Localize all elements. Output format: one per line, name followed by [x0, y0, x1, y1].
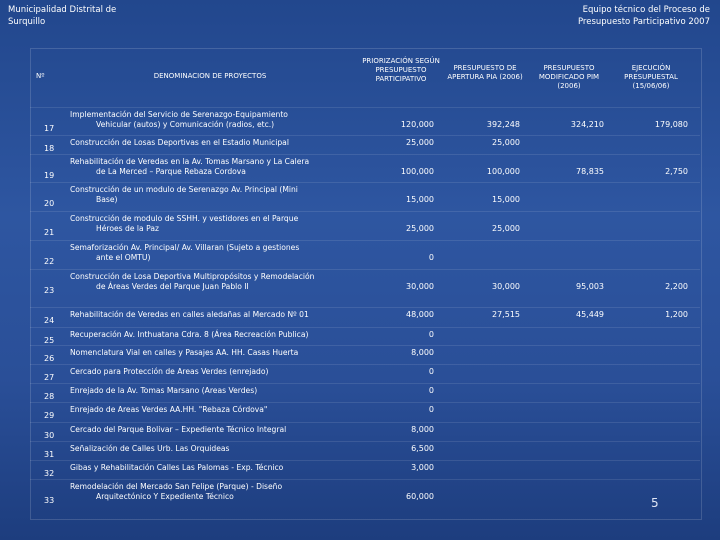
project-name-line2: de Áreas Verdes del Parque Juan Pablo II [96, 282, 249, 291]
row-number: 19 [44, 171, 55, 180]
header-right-line1: Equipo técnico del Proceso de [582, 5, 710, 15]
priorizacion-value: 0 [428, 405, 434, 414]
project-name [70, 157, 352, 177]
priorizacion-value: 120,000 [400, 120, 434, 129]
col-header-priorizacion: PRIORIZACIÓN SEGÚN PRESUPUESTO PARTICIPATIVO [362, 57, 440, 83]
project-name-line1: Recuperación Av. Inthuatana Cdra. 8 (Área Recreación Publica) [70, 330, 309, 339]
project-name-line1: Rehabilitación de Veredas en la Av. Tomas Marsano y La Calera [70, 157, 310, 166]
row-number: 22 [44, 257, 55, 266]
row-number: 25 [44, 336, 55, 345]
project-name [70, 138, 352, 148]
priorizacion-value: 0 [428, 330, 434, 339]
project-name-line1: Gibas y Rehabilitación Calles Las Palomas - Exp. Técnico [70, 463, 284, 472]
row-divider [30, 383, 700, 384]
apertura-value: 100,000 [486, 167, 520, 176]
apertura-value: 15,000 [492, 195, 520, 204]
project-name-line1: Construcción de Losas Deportivas en el Estadio Municipal [70, 138, 289, 147]
header-right [550, 4, 710, 28]
project-name-line1: Rehabilitación de Veredas en calles aledañas al Mercado Nº 01 [70, 310, 309, 319]
row-divider [30, 364, 700, 365]
row-divider [30, 402, 700, 403]
project-name-line2: Héroes de la Paz [96, 224, 159, 233]
row-number: 29 [44, 411, 55, 420]
project-name [70, 444, 352, 454]
priorizacion-value: 8,000 [411, 348, 434, 357]
header-right-line2: Presupuesto Participativo 2007 [577, 17, 710, 27]
row-number: 24 [44, 316, 55, 325]
project-name [70, 463, 352, 473]
apertura-value: 25,000 [492, 224, 520, 233]
header-left-line1: Municipalidad Distrital de [8, 5, 117, 15]
project-name-line1: Enrejado de Areas Verdes AA.HH. "Rebaza Córdova" [70, 405, 268, 414]
priorizacion-value: 100,000 [400, 167, 434, 176]
row-divider [30, 422, 700, 423]
project-name-line2: Arquitectónico Y Expediente Técnico [96, 492, 234, 501]
row-number: 17 [44, 124, 55, 133]
priorizacion-value: 0 [428, 253, 434, 262]
apertura-value: 25,000 [492, 138, 520, 147]
ejecucion-value: 179,080 [654, 120, 688, 129]
project-name [70, 386, 352, 396]
project-name-line1: Construcción de Losa Deportiva Multipropósitos y Remodelación [70, 272, 315, 281]
row-number: 28 [44, 392, 55, 401]
row-divider [30, 211, 700, 212]
modificado-value: 78,835 [576, 167, 604, 176]
priorizacion-value: 8,000 [411, 425, 434, 434]
row-number: 32 [44, 469, 55, 478]
col-header-project: DENOMINACION DE PROYECTOS [153, 72, 267, 80]
project-name-line1: Construcción de modulo de SSHH. y vestidores en el Parque [70, 214, 299, 223]
priorizacion-value: 0 [428, 367, 434, 376]
row-divider [30, 460, 700, 461]
project-name [70, 243, 352, 263]
priorizacion-value: 3,000 [411, 463, 434, 472]
header-left-line2: Surquillo [8, 17, 46, 27]
header-left [8, 4, 148, 28]
project-name [70, 214, 352, 234]
project-name-line1: Enrejado de la Av. Tomas Marsano (Areas Verdes) [70, 386, 258, 395]
row-number: 18 [44, 144, 55, 153]
apertura-value: 30,000 [492, 282, 520, 291]
project-name-line1: Cercado para Protección de Areas Verdes (enrejado) [70, 367, 269, 376]
project-name [70, 310, 352, 320]
project-name [70, 367, 352, 377]
row-number: 33 [44, 496, 55, 505]
row-number: 26 [44, 354, 55, 363]
row-number: 20 [44, 199, 55, 208]
project-name-line2: ante el OMTU) [96, 253, 151, 262]
priorizacion-value: 30,000 [406, 282, 434, 291]
col-header-number: Nº [36, 72, 45, 80]
row-divider [30, 327, 700, 328]
project-name-line1: Señalización de Calles Urb. Las Orquideas [70, 444, 230, 453]
priorizacion-value: 0 [428, 386, 434, 395]
row-divider [30, 107, 700, 108]
row-divider [30, 479, 700, 480]
modificado-value: 45,449 [576, 310, 604, 319]
project-name [70, 405, 352, 415]
project-name [70, 185, 352, 205]
row-number: 21 [44, 228, 55, 237]
project-name-line2: Base) [96, 195, 118, 204]
row-divider [30, 240, 700, 241]
apertura-value: 392,248 [486, 120, 520, 129]
priorizacion-value: 48,000 [406, 310, 434, 319]
row-divider [30, 307, 700, 308]
ejecucion-value: 2,750 [665, 167, 688, 176]
page-number: 5 [651, 496, 659, 510]
col-header-modificado: PRESUPUESTO MODIFICADO PIM (2006) [538, 64, 600, 90]
modificado-value: 324,210 [570, 120, 604, 129]
row-divider [30, 345, 700, 346]
row-number: 27 [44, 373, 55, 382]
row-divider [30, 135, 700, 136]
project-name [70, 330, 352, 340]
apertura-value: 27,515 [492, 310, 520, 319]
project-name-line1: Semaforización Av. Principal/ Av. Villaran (Sujeto a gestiones [70, 243, 300, 252]
project-name [70, 110, 352, 130]
row-number: 30 [44, 431, 55, 440]
priorizacion-value: 25,000 [406, 224, 434, 233]
project-name [70, 272, 352, 292]
ejecucion-value: 2,200 [665, 282, 688, 291]
modificado-value: 95,003 [576, 282, 604, 291]
project-name [70, 482, 352, 502]
col-header-apertura: PRESUPUESTO DE APERTURA PIA (2006) [447, 64, 523, 81]
priorizacion-value: 15,000 [406, 195, 434, 204]
project-name-line2: Vehicular (autos) y Comunicación (radios, etc.) [96, 120, 275, 129]
col-header-ejecucion: EJECUCIÓN PRESUPUESTAL (15/06/06) [624, 64, 678, 90]
row-divider [30, 269, 700, 270]
row-number: 23 [44, 286, 55, 295]
priorizacion-value: 60,000 [406, 492, 434, 501]
project-name-line1: Construcción de un modulo de Serenazgo Av. Principal (Mini [70, 185, 298, 194]
project-name [70, 425, 352, 435]
project-name-line1: Cercado del Parque Bolivar – Expediente Técnico Integral [70, 425, 287, 434]
row-divider [30, 182, 700, 183]
project-name-line1: Implementación del Servicio de Serenazgo-Equipamiento [70, 110, 288, 119]
ejecucion-value: 1,200 [665, 310, 688, 319]
row-divider [30, 441, 700, 442]
project-name-line1: Nomenclatura Vial en calles y Pasajes AA. HH. Casas Huerta [70, 348, 299, 357]
priorizacion-value: 25,000 [406, 138, 434, 147]
priorizacion-value: 6,500 [411, 444, 434, 453]
row-divider [30, 154, 700, 155]
project-name-line1: Remodelación del Mercado San Felipe (Parque) - Diseño [70, 482, 283, 491]
project-name [70, 348, 352, 358]
project-name-line2: de La Merced – Parque Rebaza Cordova [96, 167, 246, 176]
row-number: 31 [44, 450, 55, 459]
